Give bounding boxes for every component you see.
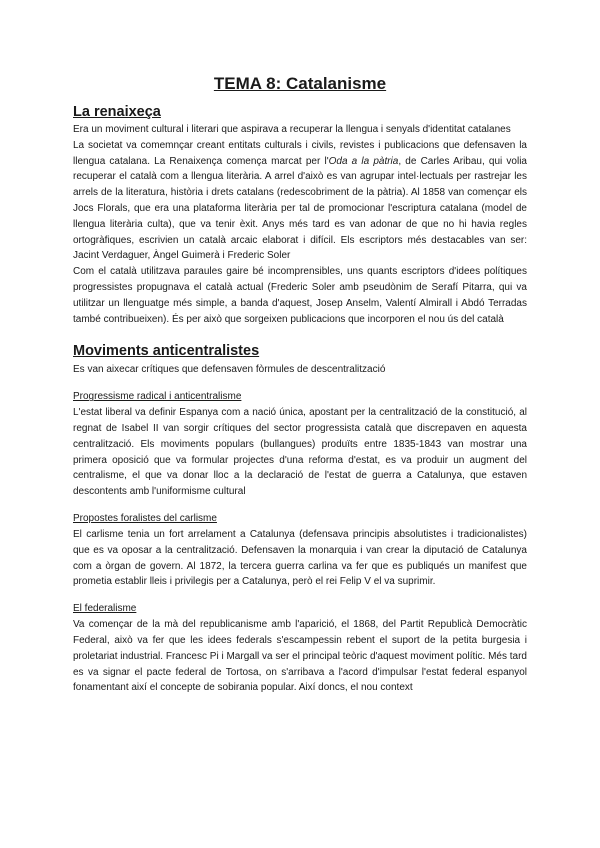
- paragraph: Va començar de la mà del republicanisme amb l'aparició, el 1868, del Partit Republicà Democràtic Federal, això va fer que les idees federals s'escampessin rebent el suport de la petita burgesia i proletariat industrial. Francesc Pi i Margall va ser el principal teòric d'aquest moviment polític. Més tard es va signar el pacte federal de Tortosa, on s'arribava a l'acord d'impulsar l'estat federal espanyol fonamentant així el concepte de sobirania popular. Així doncs, el nou context: [73, 619, 527, 694]
- document-title: TEMA 8: Catalanisme: [213, 74, 387, 93]
- subheading-progressisme: Progressisme radical i anticentralisme: [73, 391, 242, 403]
- section-intro: Es van aixecar crítiques que defensaven fòrmules de descentralització: [73, 364, 386, 376]
- paragraph: Com el català utilitzava paraules gaire bé incomprensibles, uns quants escriptors d'idees polítiques progressistes propugnava el català actual (Frederic Soler amb pseudònim de Serafí Pitarra, qui va utilitzar un llenguatge més simple, a banda d'aquest, Josep Anselm, Valentí Almirall i Abdó Terradas també contribueixen). És per això que sorgeixen publicacions que incorporen el nou ús del català: [73, 266, 527, 325]
- paragraph-text: , de Carles Aribau, qui volia recuperar el català com a llengua literària. A arrel d'això es van agrupar intel·lectuals per rastrejar les arrels de la literatura, història i drets catalans (redescobriment de la pàtria). Al 1858 van començar els Jocs Florals, que era una plataforma literària per tal de promocionar l'escriptura catalana (model de llengua literària culta), que va tenir èxit. Anys més tard es van adonar de que no hi havia regles ortogràfiques, escrivien un català arcaic elaborat i difícil. Els escriptors més destacables van ser: Jacint Verdaguer, Àngel Guimerà i Frederic Soler: [73, 155, 527, 262]
- section-heading-renaixenca: La renaixeça: [73, 104, 161, 120]
- paragraph: L'estat liberal va definir Espanya com a nació única, apostant per la centralització de la constitució, al regnat de Isabel II van sorgir crítiques del sector progressista català que discrepaven en aquesta centralització. Els moviments populars (bullangues) produïts entre 1835-1843 van mostrar una primera oposició que va formular projectes d'una reforma d'estat, es va produir un augment del centralisme, el que va donar lloc a la declaració de l'estat de guerra a Catalunya, que estaven descontents amb l'uniformisme cultural: [73, 407, 527, 498]
- paragraph: El carlisme tenia un fort arrelament a Catalunya (defensava principis absolutistes i tradicionalistes) que es va oposar a la centralització. Defensaven la monarquia i van crear la diputació de Catalunya com a òrgan de govern. Al 1872, la tercera guerra carlina va fer que es publiqués un manifest que prometia establir lleis i privilegis per a Catalunya, però el rei Felip V el va suprimir.: [73, 528, 527, 588]
- work-title: Oda a la pàtria: [328, 155, 399, 167]
- subheading-carlisme: Propostes foralistes del carlisme: [73, 512, 217, 524]
- paragraph-text: La societat va comemnçar creant entitats culturals i civils, revistes i publicacions que defensaven la llengua catalana. La Renaixença comença marcat per l': [73, 139, 527, 167]
- paragraph: Era un moviment cultural i literari que aspirava a recuperar la llengua i senyals d'identitat catalanes: [73, 124, 511, 135]
- section-heading-anticentralistes: Moviments anticentralistes: [73, 343, 260, 360]
- paragraph: [73, 138, 527, 264]
- subheading-federalisme: El federalisme: [73, 603, 137, 615]
